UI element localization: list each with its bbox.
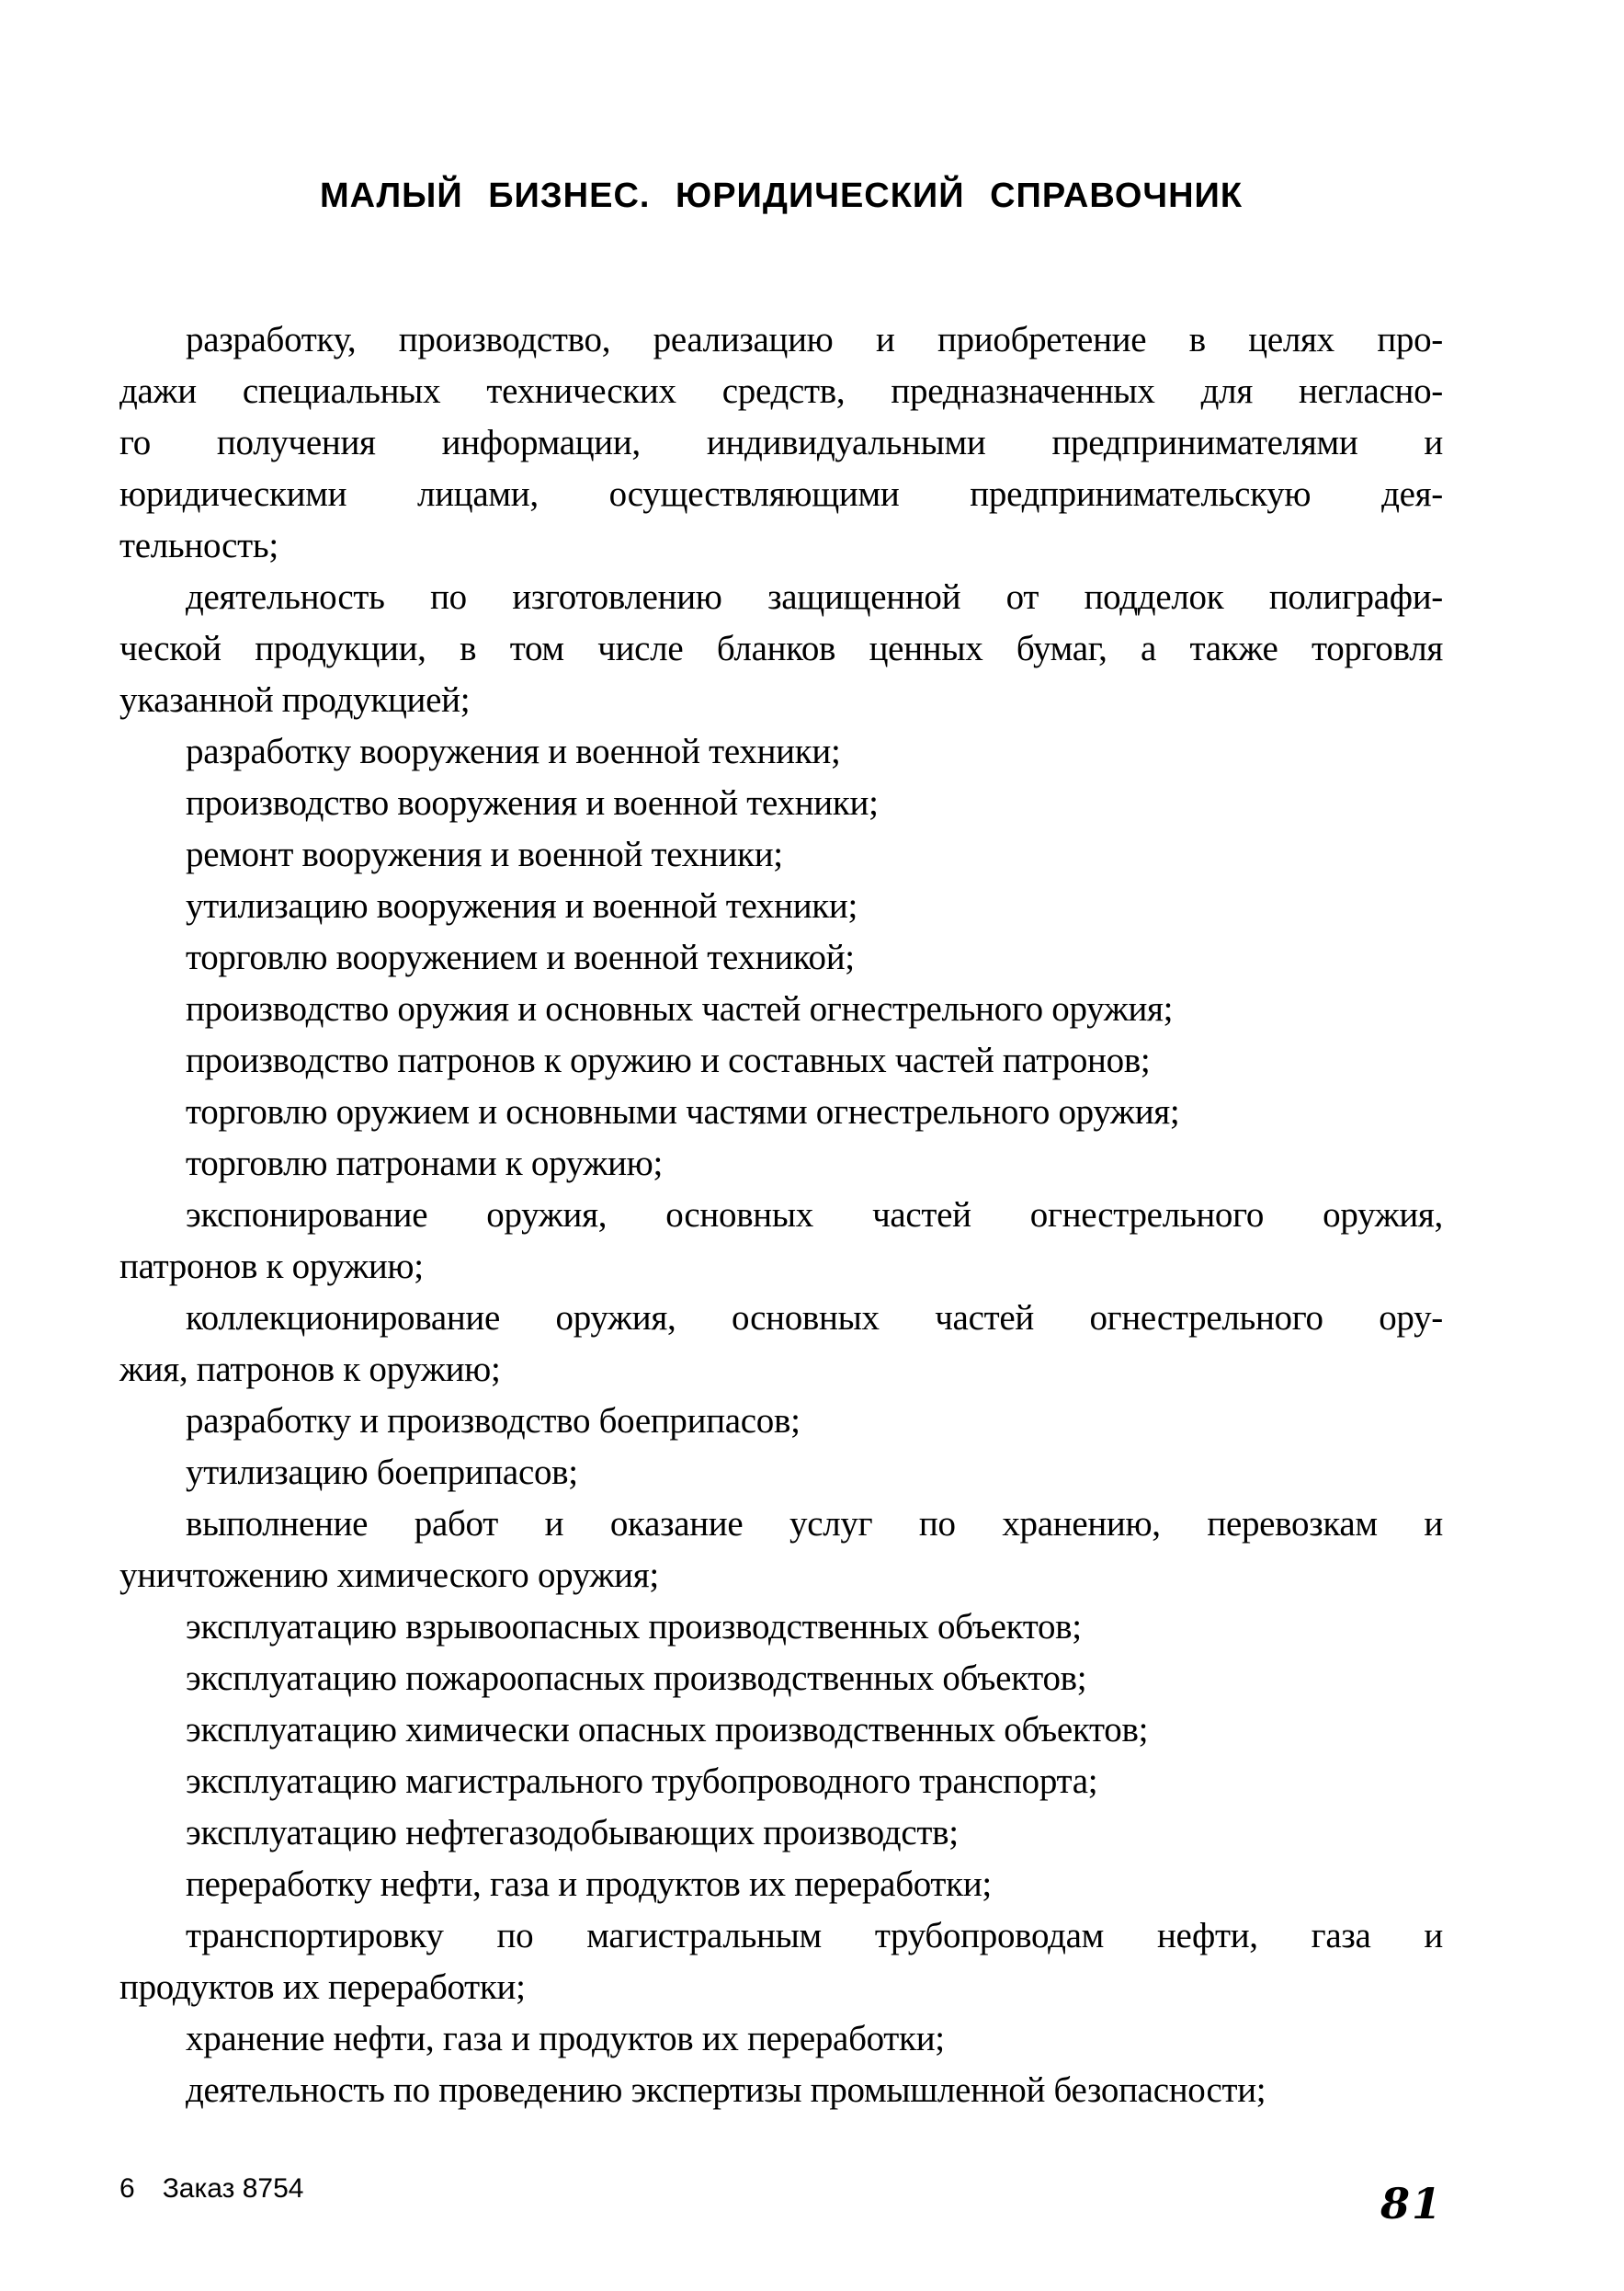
paragraph (119, 1190, 1443, 1293)
paragraph (119, 572, 1443, 726)
text-line: патронов к оружию; (119, 1247, 424, 1286)
text-line: транспортировку по магистральным трубопроводам нефти, газа и (186, 1916, 1443, 1955)
text-line: разработку и производство боеприпасов; (186, 1401, 801, 1441)
text-line: торговлю оружием и основными частями огнестрельного оружия; (186, 1092, 1180, 1132)
text-line: производство патронов к оружию и составных частей патронов; (186, 1041, 1151, 1080)
text-line: деятельность по изготовлению защищенной от подделок полиграфи- (186, 577, 1443, 617)
text-line: уничтожению химического оружия; (119, 1556, 659, 1595)
text-line: торговлю вооружением и военной техникой; (186, 938, 855, 977)
paragraph (119, 1293, 1443, 1396)
document-body (119, 314, 1443, 2116)
paragraph (119, 1653, 1443, 1704)
paragraph (119, 2013, 1443, 2065)
text-line: ческой продукции, в том числе бланков ценных бумаг, а также торговля (119, 629, 1443, 668)
order-number: Заказ 8754 (162, 2173, 304, 2204)
paragraph (119, 1807, 1443, 1859)
text-line: производство вооружения и военной техники; (186, 783, 879, 823)
paragraph (119, 1138, 1443, 1190)
paragraph (119, 1447, 1443, 1499)
paragraph (119, 1756, 1443, 1807)
paragraph (119, 1859, 1443, 1910)
text-line: производство оружия и основных частей огнестрельного оружия; (186, 989, 1174, 1029)
text-line: экспонирование оружия, основных частей огнестрельного оружия, (186, 1195, 1443, 1235)
text-line: утилизацию вооружения и военной техники; (186, 886, 858, 926)
text-line: торговлю патронами к оружию; (186, 1144, 664, 1183)
paragraph (119, 1704, 1443, 1756)
text-line: дажи специальных технических средств, предназначенных для негласно- (119, 371, 1443, 411)
text-line: эксплуатацию взрывоопасных производственных объектов; (186, 1607, 1082, 1647)
paragraph (119, 1601, 1443, 1653)
paragraph (119, 881, 1443, 932)
paragraph (119, 984, 1443, 1035)
paragraph (119, 1499, 1443, 1601)
text-line: утилизацию боеприпасов; (186, 1453, 578, 1492)
text-line: эксплуатацию магистрального трубопроводного транспорта; (186, 1761, 1098, 1801)
text-line: тельность; (119, 526, 278, 565)
paragraph (119, 1035, 1443, 1087)
print-order-note (119, 2173, 303, 2205)
text-line: юридическими лицами, осуществляющими предпринимательскую дея- (119, 474, 1443, 514)
text-line: коллекционирование оружия, основных частей огнестрельного ору- (186, 1298, 1443, 1338)
paragraph (119, 1396, 1443, 1447)
text-line: эксплуатацию нефтегазодобывающих производств; (186, 1813, 959, 1852)
page-title: МАЛЫЙ БИЗНЕС. ЮРИДИЧЕСКИЙ СПРАВОЧНИК (319, 177, 1244, 215)
paragraph (119, 1087, 1443, 1138)
text-line: продуктов их переработки; (119, 1967, 526, 2007)
paragraph (119, 829, 1443, 881)
text-line: хранение нефти, газа и продуктов их переработки; (186, 2019, 945, 2058)
paragraph (119, 2065, 1443, 2116)
page-footer (119, 2162, 1443, 2245)
text-line: выполнение работ и оказание услуг по хранению, перевозкам и (186, 1504, 1443, 1544)
text-line: эксплуатацию пожароопасных производственных объектов; (186, 1658, 1087, 1698)
text-line: переработку нефти, газа и продуктов их переработки; (186, 1864, 992, 1904)
paragraph (119, 726, 1443, 778)
text-line: эксплуатацию химически опасных производственных объектов; (186, 1710, 1149, 1750)
text-line: разработку, производство, реализацию и приобретение в целях про- (186, 320, 1443, 359)
signature-mark: 6 (119, 2173, 135, 2204)
paragraph (119, 314, 1443, 572)
text-line: разработку вооружения и военной техники; (186, 732, 841, 771)
text-line: указанной продукцией; (119, 680, 471, 720)
paragraph (119, 778, 1443, 829)
text-line: ремонт вооружения и военной техники; (186, 835, 783, 874)
text-line: жия, патронов к оружию; (119, 1350, 501, 1389)
text-line: деятельность по проведению экспертизы промышленной безопасности; (186, 2070, 1266, 2110)
paragraph (119, 932, 1443, 984)
page-number: 81 (1380, 2179, 1443, 2228)
paragraph (119, 1910, 1443, 2013)
text-line: го получения информации, индивидуальными предпринимателями и (119, 423, 1443, 462)
